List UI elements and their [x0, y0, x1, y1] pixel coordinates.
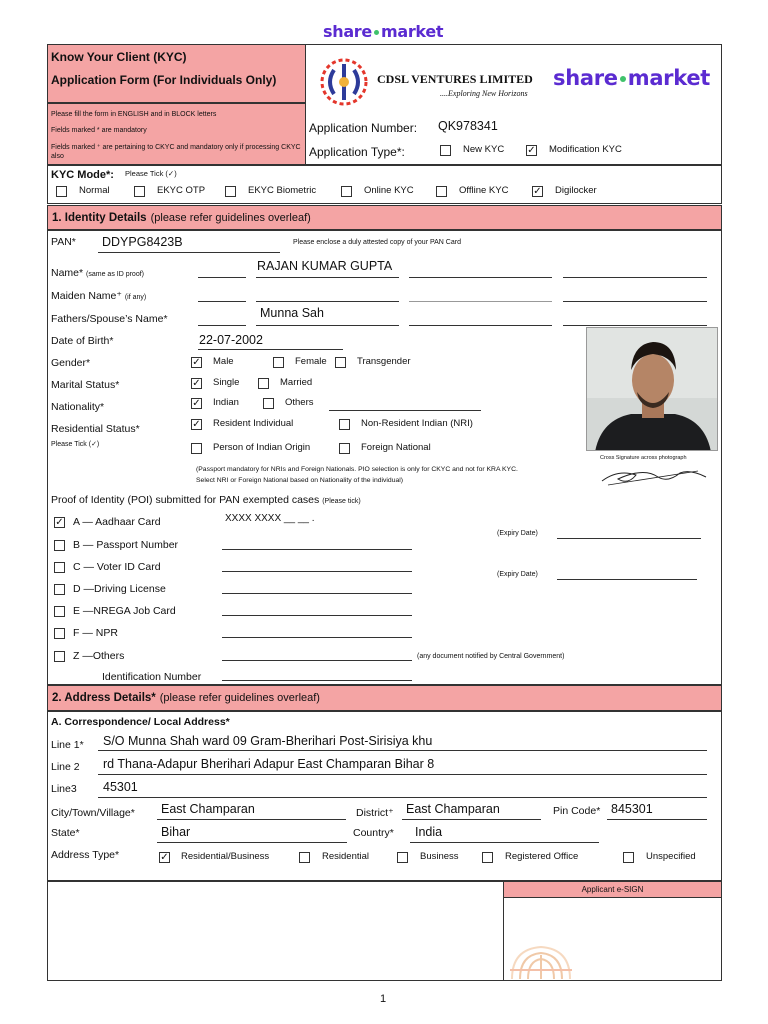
residential-1-checkbox[interactable]: [339, 419, 350, 430]
maiden-label-text: Maiden Name⁺: [51, 290, 122, 302]
expiry-label-1: (Expiry Date): [497, 530, 538, 537]
expiry-line-2: [557, 579, 697, 580]
gender-1-checkbox[interactable]: [273, 357, 284, 368]
line2-underline: [98, 774, 707, 775]
pin-underline: [607, 819, 707, 820]
address-type-label: Address Type*: [51, 849, 120, 861]
residential-3-label: Foreign National: [361, 442, 431, 453]
line2-value: rd Thana-Adapur Bherihari Adapur East Champaran Bihar 8: [103, 757, 435, 771]
kyc-mode-4-label: Offline KYC: [459, 185, 509, 196]
form-note-1: Please fill the form in ENGLISH and in BLOCK letters: [51, 111, 217, 118]
marital-0-label: Single: [213, 377, 240, 388]
line3-underline: [98, 797, 707, 798]
brand-right-text: market: [380, 22, 444, 41]
pan-note: Please enclose a duly attested copy of your PAN Card: [293, 239, 461, 246]
line1-underline: [98, 750, 707, 751]
form-note-2: Fields marked * are mandatory: [51, 127, 147, 134]
esign-header: [503, 881, 722, 898]
line2-label: Line 2: [51, 761, 80, 773]
pan-underline: [98, 252, 280, 253]
address-type-2-label: Business: [420, 851, 459, 862]
poi-option-1-line: [222, 549, 412, 550]
kyc-mode-1-label: EKYC OTP: [157, 185, 206, 196]
address-type-1-label: Residential: [322, 851, 369, 862]
father-line-2: [256, 325, 399, 326]
state-value: Bihar: [161, 825, 191, 839]
app-type-1-label: Modification KYC: [549, 144, 622, 155]
esign-label: Applicant e-SIGN: [581, 885, 644, 894]
residential-2-label: Person of Indian Origin: [213, 442, 311, 453]
id-number-label: Identification Number: [102, 671, 202, 683]
poi-option-2-line: [222, 571, 412, 572]
aadhaar-logo-icon: [506, 945, 576, 979]
nationality-1-checkbox[interactable]: [263, 398, 274, 409]
address-type-4-label: Unspecified: [646, 851, 696, 862]
photo-caption: Cross Signature across photograph: [600, 455, 687, 461]
app-type-1-checkbox[interactable]: ✓: [527, 145, 536, 156]
name-line-4: [563, 277, 707, 278]
nationality-label: Nationality*: [51, 401, 105, 413]
gender-2-checkbox[interactable]: [335, 357, 346, 368]
residential-0-checkbox[interactable]: ✓: [192, 419, 201, 430]
app-type-0-checkbox[interactable]: [440, 145, 451, 156]
address-type-2-checkbox[interactable]: [397, 852, 408, 863]
name-label: [51, 267, 144, 279]
nationality-1-label: Others: [285, 397, 314, 408]
state-underline: [157, 842, 347, 843]
kyc-mode-0-label: Normal: [79, 185, 110, 196]
address-heading-note: (please refer guidelines overleaf): [159, 692, 320, 704]
nationality-0-label: Indian: [213, 397, 239, 408]
pin-value: 845301: [611, 802, 653, 816]
kyc-mode-5-checkbox[interactable]: ✓: [533, 186, 542, 197]
maiden-line-4: [563, 301, 707, 302]
country-label: Country*: [353, 827, 394, 839]
residential-2-checkbox[interactable]: [191, 443, 202, 454]
brand-right-dot-icon: [620, 76, 626, 82]
marital-1-checkbox[interactable]: [258, 378, 269, 389]
father-label: Fathers/Spouse’s Name*: [51, 313, 168, 325]
cross-signature-image: [598, 463, 710, 489]
gender-0-checkbox[interactable]: ✓: [192, 357, 201, 368]
marital-0-checkbox[interactable]: ✓: [192, 378, 201, 389]
brand-dot-icon: [374, 30, 379, 35]
poi-option-3-label: D —Driving License: [73, 583, 166, 595]
address-type-1-checkbox[interactable]: [299, 852, 310, 863]
line3-value: 45301: [103, 780, 138, 794]
dob-value: 22-07-2002: [199, 333, 263, 347]
city-label: City/Town/Village*: [51, 807, 135, 819]
residential-1-label: Non-Resident Indian (NRI): [361, 418, 473, 429]
maiden-line-3: [409, 301, 552, 302]
line1-label: Line 1*: [51, 739, 84, 751]
kyc-mode-0-checkbox[interactable]: [56, 186, 67, 197]
line3-label: Line3: [51, 783, 77, 795]
poi-option-1-label: B — Passport Number: [73, 539, 179, 551]
poi-option-5-line: [222, 637, 412, 638]
poi-option-6-checkbox[interactable]: [54, 651, 65, 662]
pin-label: Pin Code*: [553, 805, 601, 817]
gender-0-label: Male: [213, 356, 234, 367]
cdsl-logo-icon: [316, 56, 372, 108]
kyc-mode-3-label: Online KYC: [364, 185, 414, 196]
poi-option-3-line: [222, 593, 412, 594]
poi-option-2-checkbox[interactable]: [54, 562, 65, 573]
brand-right-right-text: market: [627, 66, 711, 90]
application-number-label: Application Number:: [309, 121, 418, 135]
maiden-line-2: [256, 301, 399, 302]
brand-logo-right: [553, 66, 710, 90]
identity-heading-note: (please refer guidelines overleaf): [150, 211, 311, 224]
poi-option-3-checkbox[interactable]: [54, 584, 65, 595]
district-value: East Champaran: [406, 802, 500, 816]
cdsl-name: CDSL VENTURES LIMITED: [377, 72, 533, 86]
id-number-line: [222, 680, 412, 681]
country-value: India: [415, 825, 443, 839]
application-number: QK978341: [438, 119, 498, 133]
state-label: State*: [51, 827, 80, 839]
poi-heading-text: Proof of Identity (POI) submitted for PAN exempted cases: [51, 494, 320, 506]
name-label-text: Name*: [51, 267, 84, 279]
kyc-mode-2-checkbox[interactable]: [225, 186, 236, 197]
residential-tick-note: Please Tick (✓): [51, 441, 100, 448]
name-label-note: (same as ID proof): [86, 271, 144, 278]
address-type-3-checkbox[interactable]: [482, 852, 493, 863]
poi-option-6-label: Z —Others: [73, 650, 125, 662]
gender-2-label: Transgender: [357, 356, 411, 367]
dob-label: Date of Birth*: [51, 335, 114, 347]
father-line-4: [563, 325, 707, 326]
father-line-1: [198, 325, 246, 326]
pan-value: DDYPG8423B: [102, 235, 183, 249]
expiry-label-2: (Expiry Date): [497, 571, 538, 578]
residential-3-checkbox[interactable]: [339, 443, 350, 454]
kyc-mode-5-label: Digilocker: [555, 185, 597, 196]
marital-1-label: Married: [280, 377, 313, 388]
gender-label: Gender*: [51, 357, 91, 369]
poi-option-1-checkbox[interactable]: [54, 540, 65, 551]
address-type-0-label: Residential/Business: [181, 851, 270, 862]
dob-underline: [198, 349, 343, 350]
poi-heading-note: (Please tick): [322, 498, 361, 505]
city-value: East Champaran: [161, 802, 255, 816]
name-line-3: [409, 277, 552, 278]
father-line-3: [409, 325, 552, 326]
kyc-mode-2-label: EKYC Biometric: [248, 185, 317, 196]
app-type-0-label: New KYC: [463, 144, 505, 155]
poi-heading: [51, 494, 361, 506]
kyc-mode-3-checkbox[interactable]: [341, 186, 352, 197]
poi-option-4-label: E —NREGA Job Card: [73, 605, 176, 617]
maiden-line-1: [198, 301, 246, 302]
name-line-2: [256, 277, 399, 278]
brand-right-left-text: share: [553, 66, 618, 90]
residential-label: Residential Status*: [51, 423, 140, 435]
maiden-label: [51, 290, 146, 302]
district-label: District⁺: [356, 807, 394, 819]
marital-label: Marital Status*: [51, 379, 120, 391]
passport-note-2: Select NRI or Foreign National based on Nationality of the individual): [196, 477, 404, 484]
application-type-label: Application Type*:: [309, 145, 405, 159]
nationality-others-line: [329, 410, 481, 411]
country-underline: [410, 842, 599, 843]
kyc-mode-label: KYC Mode*:: [51, 169, 114, 181]
name-value: RAJAN KUMAR GUPTA: [257, 259, 393, 273]
district-underline: [402, 819, 541, 820]
kyc-mode-4-checkbox[interactable]: [436, 186, 447, 197]
maiden-label-note: (if any): [124, 294, 147, 301]
cdsl-tagline: ....Exploring New Horizons: [440, 89, 528, 98]
brand-left-text: share: [323, 22, 372, 41]
poi-option-5-checkbox[interactable]: [54, 628, 65, 639]
form-title: Know Your Client (KYC): [51, 50, 187, 64]
kyc-mode-1-checkbox[interactable]: [134, 186, 145, 197]
brand-logo-top: [323, 22, 443, 41]
name-line-1: [198, 277, 246, 278]
city-underline: [157, 819, 346, 820]
form-note-3: Fields marked ⁺ are pertaining to CKYC and mandatory only if processing CKYC also: [51, 144, 301, 160]
form-subtitle: Application Form (For Individuals Only): [51, 73, 277, 87]
line1-value: S/O Munna Shah ward 09 Gram-Bherihari Post-Sirisiya khu: [103, 734, 433, 748]
address-section-header: [47, 685, 722, 711]
expiry-line-1: [557, 538, 701, 539]
pan-label: PAN*: [51, 236, 76, 248]
poi-option-0-checkbox[interactable]: ✓: [55, 517, 64, 528]
poi-option-6-line: [222, 660, 412, 661]
residential-0-label: Resident Individual: [213, 418, 294, 429]
address-type-0-checkbox[interactable]: ✓: [160, 852, 169, 863]
address-type-4-checkbox[interactable]: [623, 852, 634, 863]
poi-option-2-label: C — Voter ID Card: [73, 561, 161, 573]
poi-option-4-checkbox[interactable]: [54, 606, 65, 617]
address-sub-heading: A. Correspondence/ Local Address*: [51, 716, 230, 728]
others-note: (any document notified by Central Government): [417, 653, 565, 660]
poi-option-4-line: [222, 615, 412, 616]
passport-note-1: (Passport mandatory for NRIs and Foreign Nationals. PIO selection is only for CKYC and not for KRA KYC.: [196, 466, 518, 473]
poi-option-0-value: XXXX XXXX __ __ .: [225, 513, 315, 524]
poi-option-0-label: A — Aadhaar Card: [73, 516, 161, 528]
kyc-mode-tick-note: Please Tick (✓): [125, 169, 177, 178]
identity-heading: 1. Identity Details: [52, 211, 147, 224]
address-heading: 2. Address Details*: [52, 692, 156, 704]
applicant-photo: [586, 327, 718, 451]
nationality-0-checkbox[interactable]: ✓: [192, 398, 201, 409]
father-value: Munna Sah: [260, 306, 324, 320]
gender-1-label: Female: [295, 356, 327, 367]
address-type-3-label: Registered Office: [505, 851, 579, 862]
page-number: 1: [380, 993, 387, 1005]
poi-option-5-label: F — NPR: [73, 627, 118, 639]
identity-section-header: [47, 205, 722, 230]
